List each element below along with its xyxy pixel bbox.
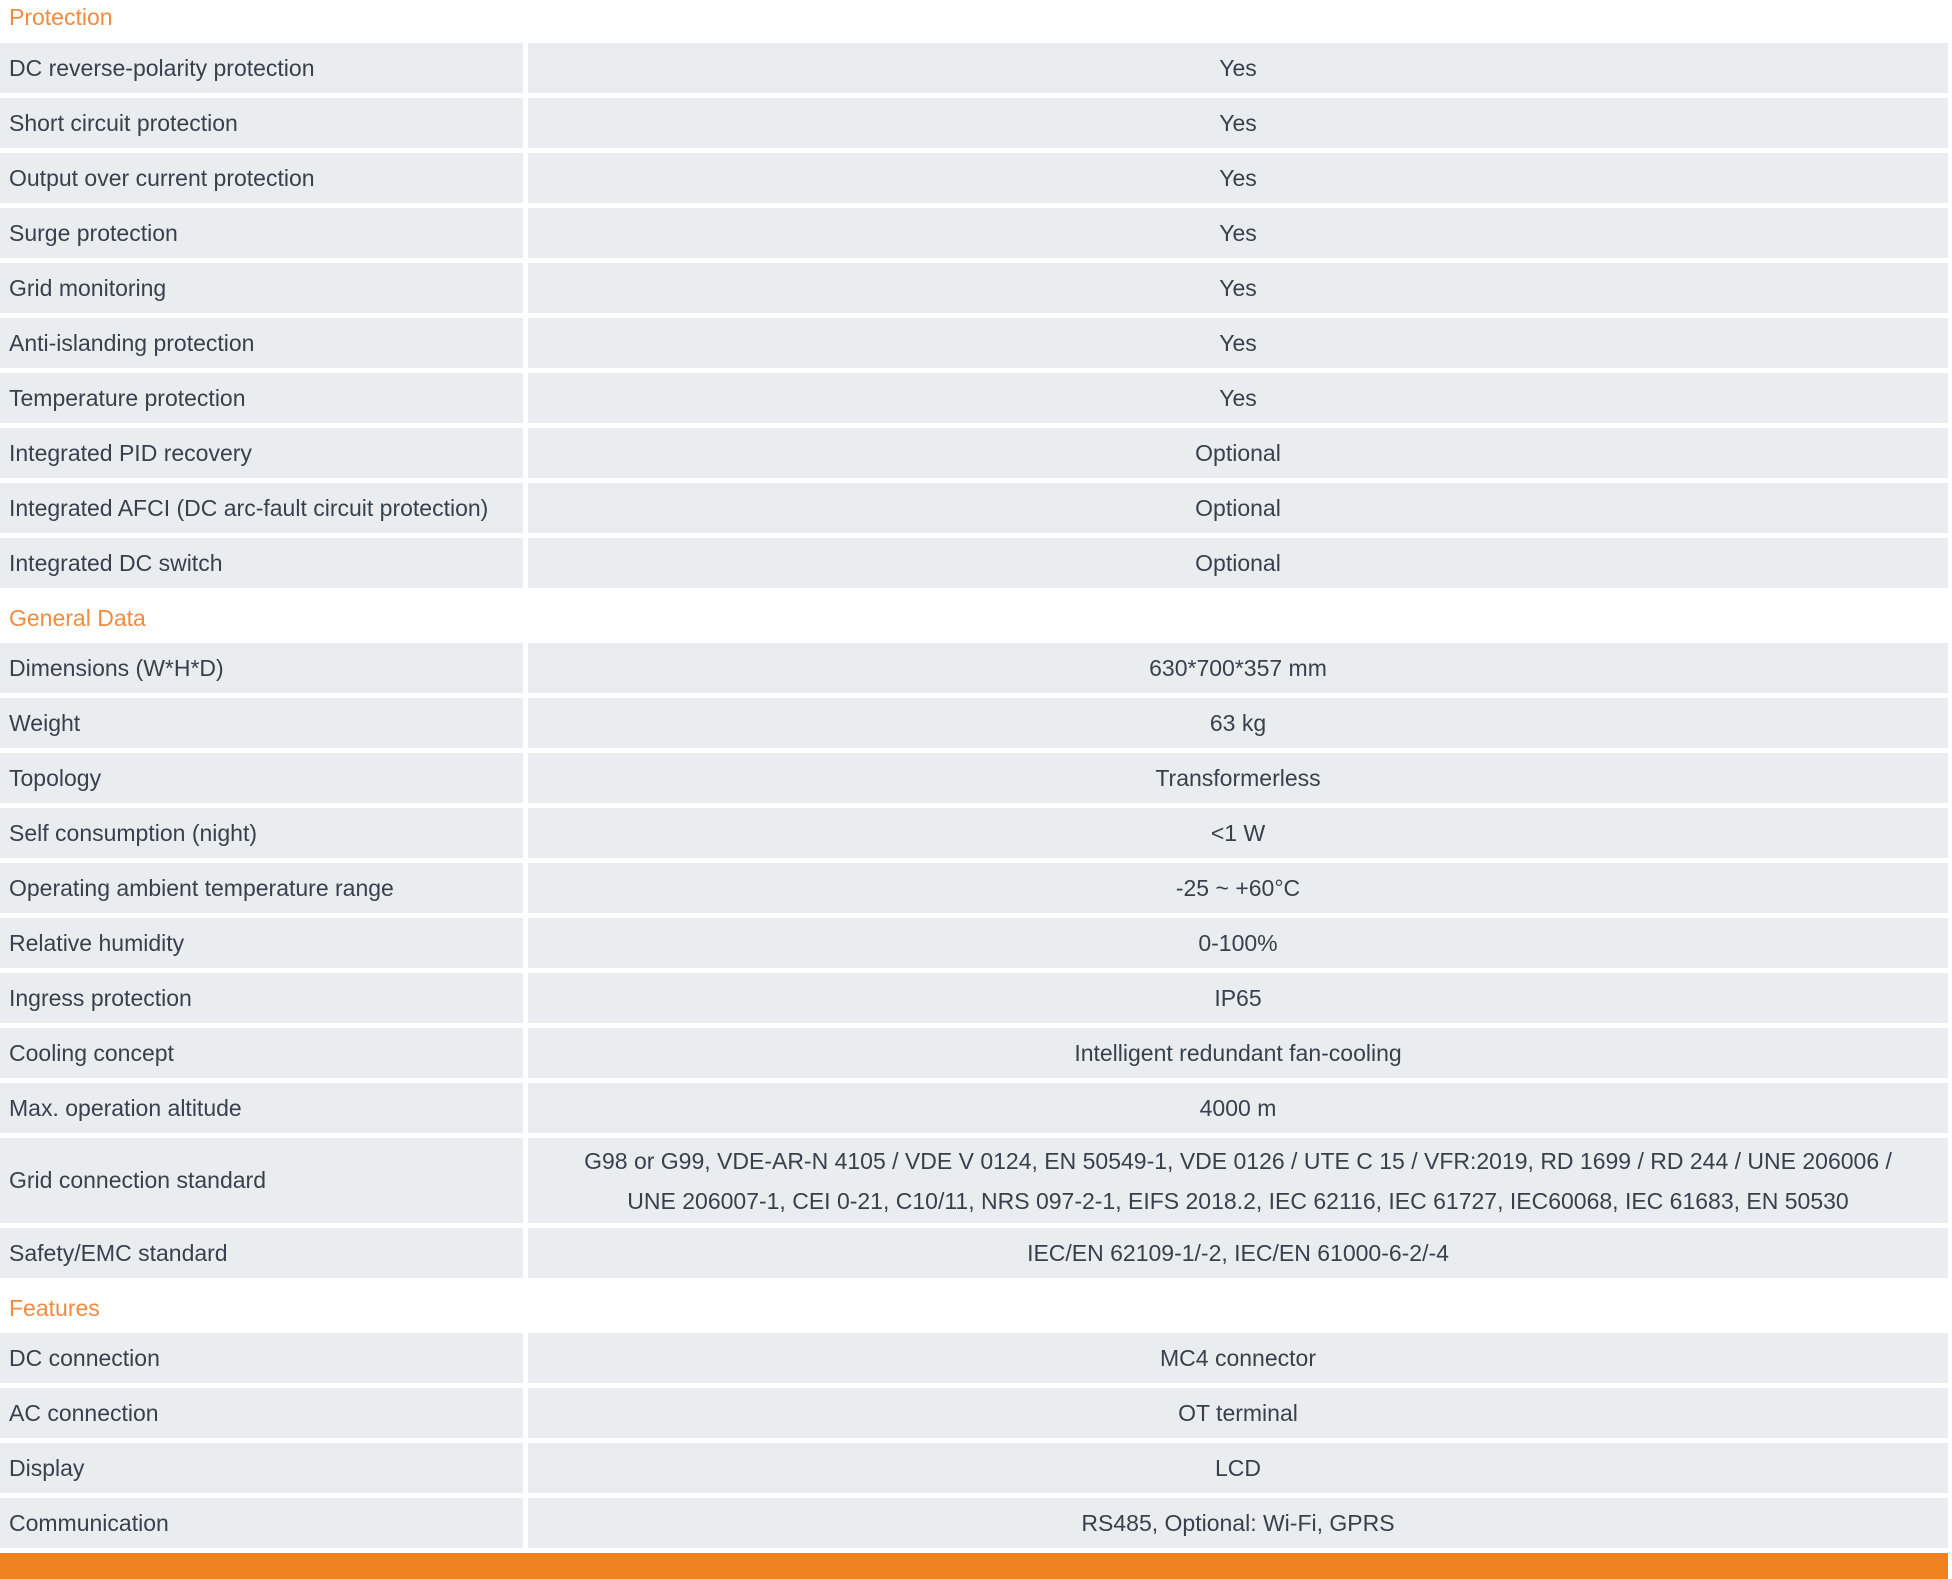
spec-value [528,753,1948,803]
spec-label: Display [0,1443,523,1493]
spec-label: Surge protection [0,208,523,258]
spec-row-ingress-protection [0,973,1948,1023]
spec-value-line: Intelligent redundant fan-cooling [1074,1040,1402,1066]
spec-value-line: Optional [1195,495,1281,521]
spec-value-line: IP65 [1214,985,1262,1011]
spec-row-display [0,1443,1948,1493]
spec-row-ac-connection [0,1388,1948,1438]
spec-label: AC connection [0,1388,523,1438]
spec-value-line: Yes [1219,385,1257,411]
spec-row-topology [0,753,1948,803]
spec-value-line: Yes [1219,55,1257,81]
spec-row-grid-connection-standard [0,1138,1948,1223]
spec-row-dimensions-w-h-d [0,643,1948,693]
spec-value [528,918,1948,968]
spec-value [528,318,1948,368]
spec-row-max-operation-altitude [0,1083,1948,1133]
section-header-general-data: General Data [9,604,146,631]
spec-row-operating-ambient-temperature-range [0,863,1948,913]
spec-label: Integrated PID recovery [0,428,523,478]
spec-value-line: Yes [1219,220,1257,246]
spec-value-line: LCD [1214,1455,1261,1481]
spec-value-line: G98 or G99, VDE-AR-N 4105 / VDE V 0124, EN 50549-1, VDE 0126 / UTE C 15 / VFR:2019, RD 1699 / RD 244 / UNE 206006 / [584,1147,1892,1174]
spec-label: Temperature protection [0,373,523,423]
spec-value [528,863,1948,913]
spec-label: Operating ambient temperature range [0,863,523,913]
spec-row-integrated-pid-recovery [0,428,1948,478]
spec-label: Grid monitoring [0,263,523,313]
spec-row-dc-reverse-polarity-protection [0,43,1948,93]
spec-label: Dimensions (W*H*D) [0,643,523,693]
spec-value-line: Transformerless [1155,765,1321,791]
spec-value-line: 630*700*357 mm [1149,655,1327,681]
spec-value [528,263,1948,313]
spec-value-line: RS485, Optional: Wi-Fi, GPRS [1081,1510,1395,1536]
spec-value-line: 0-100% [1198,930,1278,956]
section-header-features: Features [9,1294,100,1321]
spec-value [528,1498,1948,1548]
spec-value-line: Yes [1219,330,1257,356]
spec-label: Cooling concept [0,1028,523,1078]
spec-value-line: Yes [1219,165,1257,191]
spec-value-line: MC4 connector [1160,1345,1316,1371]
spec-row-grid-monitoring [0,263,1948,313]
spec-value-line: 63 kg [1209,710,1267,736]
spec-value [528,808,1948,858]
spec-row-self-consumption-night [0,808,1948,858]
spec-value [528,1138,1948,1223]
spec-label: DC connection [0,1333,523,1383]
spec-value-line: Yes [1219,275,1257,301]
spec-value [528,153,1948,203]
spec-value-line: Optional [1195,550,1281,576]
spec-value [528,1028,1948,1078]
spec-value [528,1443,1948,1493]
spec-label: Integrated DC switch [0,538,523,588]
spec-value-line: Optional [1195,440,1281,466]
spec-label: Anti-islanding protection [0,318,523,368]
spec-value [528,643,1948,693]
spec-value [528,1388,1948,1438]
spec-label: Integrated AFCI (DC arc-fault circuit protection) [0,483,523,533]
spec-value [528,98,1948,148]
spec-label: Safety/EMC standard [0,1228,523,1278]
spec-label: Grid connection standard [0,1138,523,1223]
spec-value [528,483,1948,533]
spec-value [528,1083,1948,1133]
spec-row-short-circuit-protection [0,98,1948,148]
spec-label: Relative humidity [0,918,523,968]
spec-value [528,698,1948,748]
spec-value-line: Yes [1219,110,1257,136]
spec-row-anti-islanding-protection [0,318,1948,368]
spec-value-line: <1 W [1210,820,1266,846]
spec-row-relative-humidity [0,918,1948,968]
spec-label: Self consumption (night) [0,808,523,858]
spec-value [528,428,1948,478]
spec-row-output-over-current-protection [0,153,1948,203]
spec-value [528,1333,1948,1383]
bottom-accent-bar [0,1553,1948,1579]
spec-value [528,208,1948,258]
spec-label: Communication [0,1498,523,1548]
spec-label: Max. operation altitude [0,1083,523,1133]
spec-row-dc-connection [0,1333,1948,1383]
spec-row-safety-emc-standard [0,1228,1948,1278]
spec-value-line: IEC/EN 62109-1/-2, IEC/EN 61000-6-2/-4 [1027,1240,1449,1266]
spec-value [528,373,1948,423]
spec-value [528,538,1948,588]
spec-label: Topology [0,753,523,803]
spec-label: DC reverse-polarity protection [0,43,523,93]
spec-row-cooling-concept [0,1028,1948,1078]
spec-row-surge-protection [0,208,1948,258]
spec-label: Ingress protection [0,973,523,1023]
spec-value-line: UNE 206007-1, CEI 0-21, C10/11, NRS 097-2-1, EIFS 2018.2, IEC 62116, IEC 61727, IEC60068, IEC 61683, EN 50530 [627,1187,1849,1214]
spec-row-communication [0,1498,1948,1548]
spec-label: Output over current protection [0,153,523,203]
spec-row-integrated-dc-switch [0,538,1948,588]
spec-value-line: 4000 m [1199,1095,1277,1121]
spec-row-temperature-protection [0,373,1948,423]
spec-value-line: -25 ~ +60°C [1175,875,1301,901]
spec-label: Short circuit protection [0,98,523,148]
spec-value [528,1228,1948,1278]
spec-label: Weight [0,698,523,748]
spec-value-line: OT terminal [1178,1400,1298,1426]
spec-value [528,973,1948,1023]
section-header-protection: Protection [9,4,113,30]
spec-row-weight [0,698,1948,748]
spec-value [528,43,1948,93]
spec-row-integrated-afci-dc-arc-fault-circuit-protection [0,483,1948,533]
